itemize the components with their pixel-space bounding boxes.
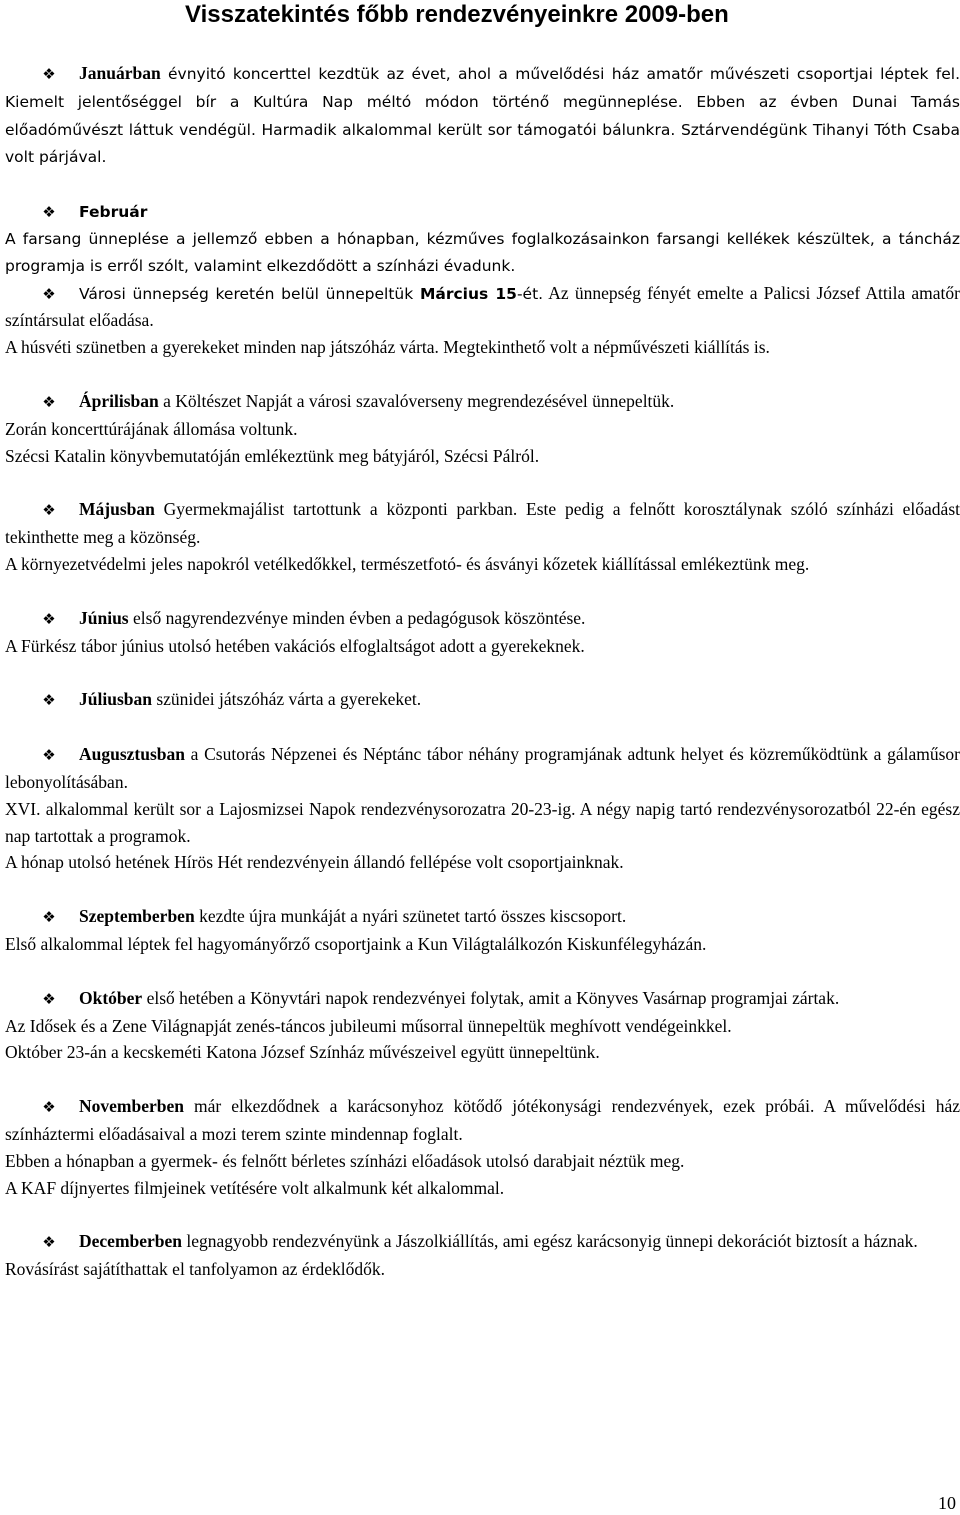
month-keyword: Decemberben bbox=[79, 1231, 183, 1252]
paragraph-text: a Csutorás Népzenei és Néptánc tábor néhány programjának adtunk helyet és közreműködtünk a gálaműsor lebonyolításában. bbox=[5, 744, 960, 792]
paragraph-text: Városi ünnepség keretén belül ünnepeltük bbox=[79, 284, 420, 303]
diamond-bullet-icon: ❖ bbox=[42, 65, 56, 83]
page-number: 10 bbox=[938, 1493, 956, 1513]
section-february bbox=[5, 198, 960, 361]
document-body bbox=[5, 60, 960, 1283]
paragraph-text: XVI. alkalommal került sor a Lajosmizsei Napok rendezvénysorozatra 20-23-ig. A négy napig tartó rendezvénysorozatból 22-én egész nap tartottak a programok. bbox=[5, 798, 960, 846]
section-april bbox=[5, 388, 960, 469]
diamond-bullet-icon: ❖ bbox=[42, 746, 56, 765]
section-december bbox=[5, 1228, 960, 1283]
section-november bbox=[5, 1093, 960, 1201]
paragraph-text: Az ünnepség fényét emelte a Palicsi József Attila amatőr színtársulat előadása. bbox=[5, 282, 960, 331]
paragraph-text: kezdte újra munkáját a nyári szünetet tartó összes kiscsoport. bbox=[194, 906, 627, 927]
month-keyword: Novemberben bbox=[79, 1096, 184, 1117]
paragraph-text: Gyermekmajálist tartottunk a központi parkban. Este pedig a felnőtt korosztálynak szóló színházi előadást tekinthette meg a közönség. bbox=[5, 499, 960, 548]
section-september bbox=[5, 903, 960, 958]
paragraph bbox=[5, 198, 960, 226]
month-keyword: Januárban bbox=[79, 63, 161, 83]
section-january bbox=[5, 60, 960, 171]
diamond-bullet-icon: ❖ bbox=[42, 691, 56, 710]
diamond-bullet-icon: ❖ bbox=[42, 1098, 56, 1117]
paragraph bbox=[5, 388, 960, 416]
diamond-bullet-icon: ❖ bbox=[42, 609, 56, 628]
paragraph-text: Zorán koncerttúrájának állomása voltunk. bbox=[5, 418, 298, 439]
page-title: Visszatekintés főbb rendezvényeinkre 2009-ben bbox=[185, 1, 729, 28]
diamond-bullet-icon: ❖ bbox=[42, 203, 56, 222]
month-keyword: Október bbox=[79, 987, 143, 1008]
paragraph bbox=[5, 1093, 960, 1148]
paragraph-text: Első alkalommal léptek fel hagyományőrző csoportjaink a Kun Világtalálkozón Kiskunfélegyházán. bbox=[5, 933, 707, 954]
month-keyword: Június bbox=[79, 607, 129, 628]
paragraph bbox=[5, 985, 960, 1013]
paragraph-text: A farsang ünneplése a jellemző ebben a hónapban, kézműves foglalkozásainkon farsangi kellékek készültek, a táncház programja is erről szólt, valamint elkezdődött a színházi évadunk. bbox=[5, 229, 960, 275]
section-may bbox=[5, 496, 960, 577]
month-keyword: Augusztusban bbox=[79, 744, 186, 765]
paragraph-text: A környezetvédelmi jeles napokról vetélkedőkkel, természetfotó- és ásványi kőzetek kiállítással emlékeztünk meg. bbox=[5, 553, 810, 574]
diamond-bullet-icon: ❖ bbox=[42, 392, 56, 411]
paragraph-text: már elkezdődnek a karácsonyhoz kötődő jótékonysági rendezvények, ezek próbái. A művelődési ház színháztermi előadásaival a mozi terem szinte mindennap foglalt. bbox=[5, 1096, 960, 1144]
paragraph-text: Rovásírást sajátíthattak el tanfolyamon az érdeklődők. bbox=[5, 1259, 386, 1280]
month-keyword: Áprilisban bbox=[79, 390, 159, 411]
paragraph-text: első hetében a Könyvtári napok rendezvényei folytak, amit a Könyves Vasárnap programjai zártak. bbox=[142, 987, 840, 1008]
paragraph-text: A KAF díjnyertes filmjeinek vetítésére volt alkalmunk két alkalommal. bbox=[5, 1177, 505, 1198]
paragraph bbox=[5, 686, 960, 714]
paragraph bbox=[5, 496, 960, 551]
paragraph bbox=[5, 1228, 960, 1256]
paragraph-text: A hónap utolsó hetének Hírös Hét rendezvényein állandó fellépése volt csoportjainknak. bbox=[5, 852, 624, 873]
paragraph-text: Október 23-án a kecskeméti Katona József Színház művészeivel együtt ünnepeltünk. bbox=[5, 1042, 600, 1063]
section-june bbox=[5, 605, 960, 660]
paragraph bbox=[5, 903, 960, 931]
paragraph-text: -ét. bbox=[516, 284, 544, 303]
paragraph-text: Ebben a hónapban a gyermek- és felnőtt bérletes színházi előadások utolsó darabjait néztük meg. bbox=[5, 1150, 685, 1171]
month-keyword: Májusban bbox=[79, 499, 155, 520]
diamond-bullet-icon: ❖ bbox=[42, 501, 56, 520]
paragraph-text: évnyitó koncerttel kezdtük az évet, ahol a művelődési ház amatőr művészeti csoportjai léptek fel. Kiemelt jelentőséggel bír a Kultúra Nap méltó módon történő megünneplése. Ebben az évben Dunai Tamás előadóművészt láttuk vendégül. Harmadik alkalommal került sor támogatói bálunkra. Sztárvendégünk Tihanyi Tóth Csaba volt párjával. bbox=[5, 65, 960, 167]
diamond-bullet-icon: ❖ bbox=[42, 1233, 56, 1252]
month-keyword: Szeptemberben bbox=[79, 906, 195, 927]
paragraph-text: A húsvéti szünetben a gyerekeket minden nap játszóház várta. Megtekinthető volt a népművészeti kiállítás is. bbox=[5, 337, 770, 358]
paragraph-text: a Költészet Napját a városi szavalóverseny megrendezésével ünnepeltük. bbox=[158, 390, 675, 411]
section-august bbox=[5, 741, 960, 876]
paragraph-text: első nagyrendezvénye minden évben a pedagógusok köszöntése. bbox=[128, 607, 586, 628]
paragraph-text: szünidei játszóház várta a gyerekeket. bbox=[151, 689, 422, 710]
paragraph-text: A Fürkész tábor június utolsó hetében vakációs elfoglaltságot adott a gyerekeknek. bbox=[5, 635, 585, 656]
paragraph-text: legnagyobb rendezvényünk a Jászolkiállítás, ami egész karácsonyig ünnepi dekorációt biztosít a háznak. bbox=[182, 1231, 918, 1252]
diamond-bullet-icon: ❖ bbox=[42, 908, 56, 927]
diamond-bullet-icon: ❖ bbox=[42, 989, 56, 1008]
diamond-bullet-icon: ❖ bbox=[42, 284, 56, 303]
section-july bbox=[5, 686, 960, 714]
paragraph-text: Az Idősek és a Zene Világnapját zenés-táncos jubileumi műsorral ünnepeltük meghívott vendégeinkkel. bbox=[5, 1015, 732, 1036]
paragraph bbox=[5, 60, 960, 171]
paragraph bbox=[5, 741, 960, 796]
event-keyword: Március 15 bbox=[419, 284, 517, 303]
month-keyword: Júliusban bbox=[79, 689, 152, 710]
section-october bbox=[5, 985, 960, 1066]
paragraph-text: Szécsi Katalin könyvbemutatóján emlékeztünk meg bátyjáról, Szécsi Pálról. bbox=[5, 445, 540, 466]
paragraph bbox=[5, 280, 960, 335]
paragraph bbox=[5, 605, 960, 633]
month-keyword: Február bbox=[79, 203, 148, 222]
